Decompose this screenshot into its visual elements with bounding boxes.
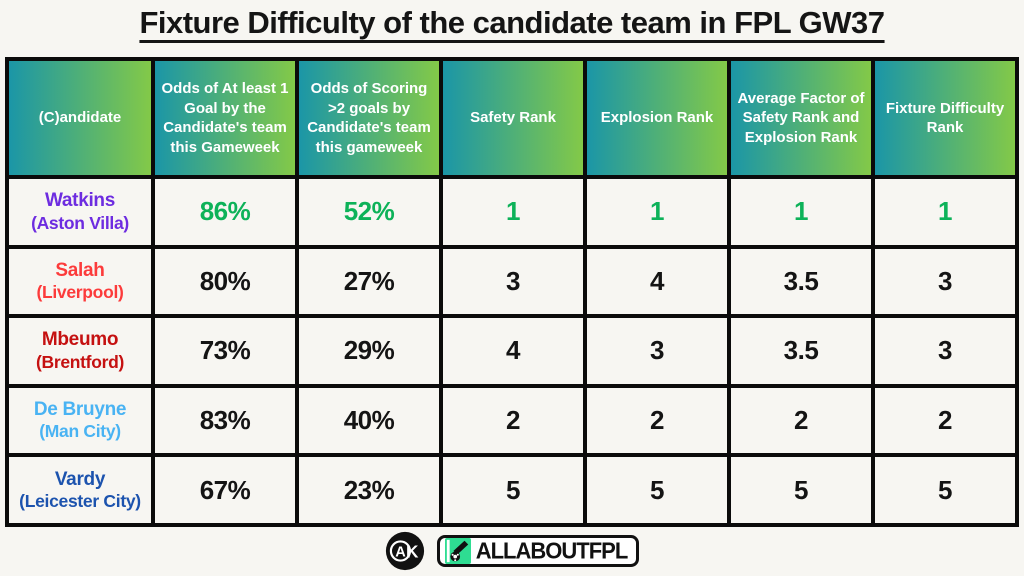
fixture-difficulty-table [5,57,1019,527]
player-team: (Man City) [39,421,121,442]
col-header-explosion-rank: Explosion Rank [587,61,727,175]
player-team: (Liverpool) [36,282,124,303]
cell-safety-rank: 4 [443,318,583,384]
soccer-player-icon [445,538,471,564]
cell-odds-1-goal: 83% [155,388,295,454]
col-header-odds-2-goals: Odds of Scoring >2 goals by Candidate's team this gameweek [299,61,439,175]
col-header-candidate: (C)andidate [9,61,151,175]
cell-safety-rank: 3 [443,249,583,315]
player-name: De Bruyne [33,399,127,421]
page-title-text: Fixture Difficulty of the candidate team in FPL GW37 [139,5,885,40]
cell-fixture-difficulty-rank: 3 [875,318,1015,384]
cell-average-factor: 2 [731,388,871,454]
cell-average-factor: 3.5 [731,249,871,315]
player-team: (Aston Villa) [31,212,129,233]
cell-fixture-difficulty-rank: 2 [875,388,1015,454]
cell-odds-1-goal: 86% [155,179,295,245]
cell-odds-2-goals: 23% [299,457,439,523]
cell-odds-1-goal: 80% [155,249,295,315]
cell-explosion-rank: 1 [587,179,727,245]
cell-odds-2-goals: 29% [299,318,439,384]
cell-fixture-difficulty-rank: 5 [875,457,1015,523]
player-name: Mbeumo [41,329,119,351]
cell-explosion-rank: 4 [587,249,727,315]
brand-name: ALLABOUTFPL [475,537,628,564]
col-header-average-factor: Average Factor of Safety Rank and Explosion Rank [731,61,871,175]
player-team: (Leicester City) [19,491,141,512]
player-team: (Brentford) [35,351,125,372]
cell-explosion-rank: 5 [587,457,727,523]
player-cell [9,457,151,523]
cell-fixture-difficulty-rank: 3 [875,249,1015,315]
page-title [0,5,1024,41]
player-name: Watkins [44,190,116,212]
player-cell [9,249,151,315]
player-name: Salah [55,259,105,281]
ak-logo-icon [385,531,425,571]
allaboutfpl-logo [437,535,640,567]
cell-odds-2-goals: 40% [299,388,439,454]
player-cell [9,179,151,245]
cell-explosion-rank: 2 [587,388,727,454]
cell-safety-rank: 2 [443,388,583,454]
player-name: Vardy [54,468,106,490]
cell-safety-rank: 5 [443,457,583,523]
cell-odds-1-goal: 67% [155,457,295,523]
player-cell [9,388,151,454]
svg-text:A: A [394,544,406,561]
svg-text:K: K [405,541,419,562]
cell-safety-rank: 1 [443,179,583,245]
cell-odds-2-goals: 27% [299,249,439,315]
col-header-odds-1-goal: Odds of At least 1 Goal by the Candidate's team this Gameweek [155,61,295,175]
cell-average-factor: 5 [731,457,871,523]
footer [0,530,1024,572]
cell-odds-1-goal: 73% [155,318,295,384]
cell-odds-2-goals: 52% [299,179,439,245]
cell-fixture-difficulty-rank: 1 [875,179,1015,245]
cell-average-factor: 3.5 [731,318,871,384]
cell-explosion-rank: 3 [587,318,727,384]
col-header-fixture-difficulty-rank: Fixture Difficulty Rank [875,61,1015,175]
player-cell [9,318,151,384]
cell-average-factor: 1 [731,179,871,245]
col-header-safety-rank: Safety Rank [443,61,583,175]
